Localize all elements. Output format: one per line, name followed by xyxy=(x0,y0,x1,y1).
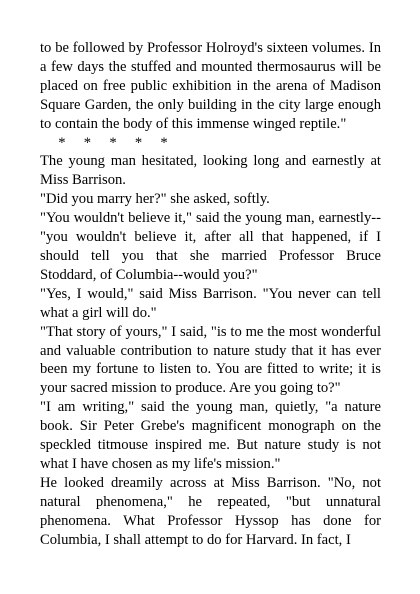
paragraph-wouldnt-believe: "You wouldn't believe it," said the young man, earnestly--"you wouldn't believe it, after all that happened, if I should tell you that she married Professor Bruce Stoddard, of Columbia--would you?" xyxy=(40,210,381,283)
paragraph-that-story: "That story of yours," I said, "is to me the most wonderful and valuable contribution to nature study that it has ever been my fortune to listen to. You are fitted to write; it is your sacred mission to produce. Are you going to?" xyxy=(40,323,381,397)
book-page xyxy=(40,39,381,549)
section-break: * * * * * xyxy=(40,134,168,151)
paragraph-hesitated: The young man hesitated, looking long and earnestly at Miss Barrison. xyxy=(40,153,381,189)
paragraph-exhibition: to be followed by Professor Holroyd's sixteen volumes. In a few days the stuffed and mounted thermosaurus will be placed on free public exhibition in the arena of Madison Square Garden, the only building in the city large enough to contain the body of this immense winged reptile." xyxy=(40,40,381,132)
paragraph-i-am-writing: "I am writing," said the young man, quietly, "a nature book. Sir Peter Grebe's magnificent monograph on the speckled titmouse inspired me. But nature study is not what I have chosen as my life's mission." xyxy=(40,399,381,472)
paragraph-did-you-marry: "Did you marry her?" she asked, softly. xyxy=(40,191,270,208)
paragraph-yes-i-would: "Yes, I would," said Miss Barrison. "You never can tell what a girl will do." xyxy=(40,285,381,321)
paragraph-looked-dreamily: He looked dreamily across at Miss Barrison. "No, not natural phenomena," he repeated, "but unnatural phenomena. What Professor Hyssop has done for Columbia, I shall attempt to do for Harvard. In fact, I xyxy=(40,474,381,548)
